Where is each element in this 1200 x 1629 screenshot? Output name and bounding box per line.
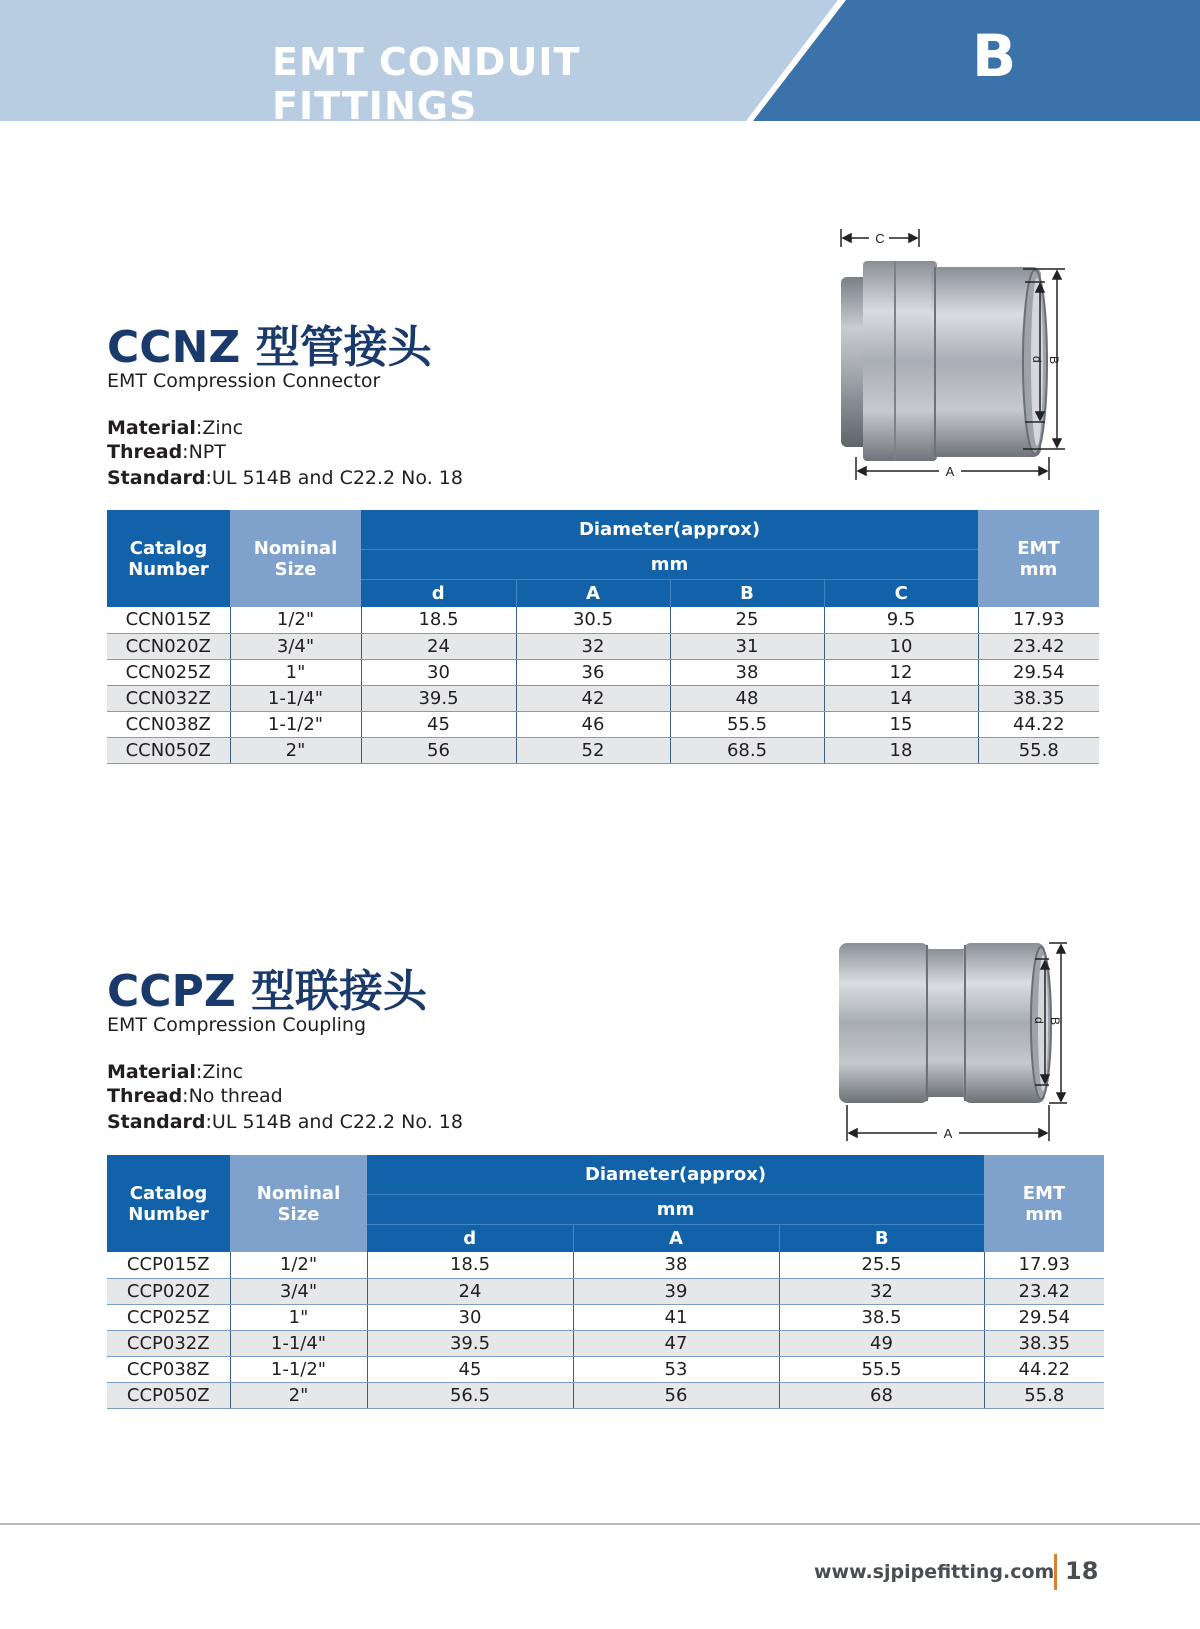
- table-row: [107, 737, 1099, 763]
- table-cell: 1": [230, 1304, 367, 1330]
- table-cell: 14: [824, 685, 978, 711]
- product-subtitle: EMT Compression Connector: [107, 370, 381, 392]
- compression-coupling-image: [835, 935, 1115, 1150]
- table-cell: CCN015Z: [107, 607, 230, 633]
- table-cell: 56: [573, 1382, 779, 1408]
- connector-nut: [863, 261, 937, 461]
- table-cell: CCP050Z: [107, 1382, 230, 1408]
- table-cell: 1-1/2": [230, 1356, 367, 1382]
- dimension-d-label: d: [1030, 356, 1044, 363]
- table-cell: CCN032Z: [107, 685, 230, 711]
- col-unit-mm: mm: [361, 549, 978, 579]
- col-d: d: [367, 1224, 573, 1252]
- table-cell: 23.42: [978, 633, 1099, 659]
- table-cell: 47: [573, 1330, 779, 1356]
- table-cell: 49: [779, 1330, 984, 1356]
- table-cell: 12: [824, 659, 978, 685]
- col-diameter: Diameter(approx): [367, 1155, 984, 1194]
- table-cell: 38.35: [984, 1330, 1104, 1356]
- table-row: [107, 1304, 1104, 1330]
- coupling-center: [925, 949, 967, 1097]
- table-cell: 38.5: [779, 1304, 984, 1330]
- table-cell: 1": [230, 659, 361, 685]
- table-row: [107, 1356, 1104, 1382]
- table-cell: 42: [516, 685, 670, 711]
- table-cell: 29.54: [984, 1304, 1104, 1330]
- table-cell: 1/2": [230, 607, 361, 633]
- col-emt: EMT mm: [978, 510, 1099, 607]
- spec-thread: Thread:NPT: [107, 441, 226, 463]
- table-cell: 55.8: [978, 737, 1099, 763]
- col-nominal-size: Nominal Size: [230, 510, 361, 607]
- table-cell: 30: [361, 659, 516, 685]
- table-cell: 46: [516, 711, 670, 737]
- table-row: [107, 1330, 1104, 1356]
- spec-material: Material:Zinc: [107, 1061, 244, 1083]
- col-b: B: [779, 1224, 984, 1252]
- table-row: [107, 685, 1099, 711]
- table-cell: 44.22: [984, 1356, 1104, 1382]
- table-cell: 38: [670, 659, 824, 685]
- col-catalog-number: Catalog Number: [107, 1155, 230, 1252]
- table-cell: 68: [779, 1382, 984, 1408]
- col-unit-mm: mm: [367, 1194, 984, 1224]
- footer-divider: [0, 1523, 1200, 1525]
- page-number: 18: [1065, 1557, 1099, 1585]
- footer-separator: [1054, 1554, 1057, 1590]
- spec-standard: Standard:UL 514B and C22.2 No. 18: [107, 1111, 463, 1133]
- col-diameter: Diameter(approx): [361, 510, 978, 549]
- table-cell: 53: [573, 1356, 779, 1382]
- table-cell: 24: [361, 633, 516, 659]
- table-cell: 68.5: [670, 737, 824, 763]
- dimension-b-label: B: [1048, 1017, 1062, 1026]
- table-cell: 2": [230, 737, 361, 763]
- section-letter: B: [972, 22, 1017, 90]
- page-header: [0, 0, 1200, 128]
- table-cell: 38.35: [978, 685, 1099, 711]
- table-cell: 55.8: [984, 1382, 1104, 1408]
- dimension-d-label: d: [1032, 1017, 1046, 1024]
- footer-website-link[interactable]: www.sjpipefitting.com: [814, 1561, 1055, 1583]
- table-cell: 39: [573, 1278, 779, 1304]
- table-cell: 32: [516, 633, 670, 659]
- dimension-a-label: A: [945, 464, 955, 479]
- table-cell: 48: [670, 685, 824, 711]
- table-cell: 23.42: [984, 1278, 1104, 1304]
- table-cell: 1-1/2": [230, 711, 361, 737]
- table-cell: 15: [824, 711, 978, 737]
- table-cell: 1/2": [230, 1252, 367, 1278]
- product-title: CCNZ 型管接头: [107, 322, 432, 373]
- table-cell: 55.5: [670, 711, 824, 737]
- table-cell: 25: [670, 607, 824, 633]
- table-row: [107, 607, 1099, 633]
- table-cell: 39.5: [367, 1330, 573, 1356]
- table-cell: 18.5: [367, 1252, 573, 1278]
- dimension-c-label: C: [875, 231, 885, 246]
- ccnz-spec-table: [107, 510, 1099, 764]
- table-cell: 9.5: [824, 607, 978, 633]
- table-cell: CCP020Z: [107, 1278, 230, 1304]
- table-cell: 2": [230, 1382, 367, 1408]
- col-catalog-number: Catalog Number: [107, 510, 230, 607]
- table-cell: 56: [361, 737, 516, 763]
- table-cell: 55.5: [779, 1356, 984, 1382]
- table-cell: 30: [367, 1304, 573, 1330]
- table-cell: CCP032Z: [107, 1330, 230, 1356]
- spec-material: Material:Zinc: [107, 417, 244, 439]
- table-cell: 17.93: [978, 607, 1099, 633]
- table-cell: 18: [824, 737, 978, 763]
- col-b: B: [670, 579, 824, 607]
- table-row: [107, 1278, 1104, 1304]
- table-row: [107, 711, 1099, 737]
- table-cell: 32: [779, 1278, 984, 1304]
- table-cell: CCN038Z: [107, 711, 230, 737]
- col-d: d: [361, 579, 516, 607]
- table-cell: CCN025Z: [107, 659, 230, 685]
- table-cell: 36: [516, 659, 670, 685]
- table-cell: 1-1/4": [230, 685, 361, 711]
- table-cell: 45: [361, 711, 516, 737]
- table-cell: 3/4": [230, 1278, 367, 1304]
- table-row: [107, 1252, 1104, 1278]
- table-cell: 1-1/4": [230, 1330, 367, 1356]
- table-cell: 18.5: [361, 607, 516, 633]
- table-cell: 3/4": [230, 633, 361, 659]
- table-cell: CCP015Z: [107, 1252, 230, 1278]
- table-cell: 38: [573, 1252, 779, 1278]
- col-emt: EMT mm: [984, 1155, 1104, 1252]
- table-cell: CCN020Z: [107, 633, 230, 659]
- table-row: [107, 659, 1099, 685]
- table-cell: 17.93: [984, 1252, 1104, 1278]
- table-row: [107, 633, 1099, 659]
- table-cell: CCP038Z: [107, 1356, 230, 1382]
- table-cell: CCP025Z: [107, 1304, 230, 1330]
- table-row: [107, 1382, 1104, 1408]
- table-cell: 44.22: [978, 711, 1099, 737]
- table-cell: CCN050Z: [107, 737, 230, 763]
- product-subtitle: EMT Compression Coupling: [107, 1014, 367, 1036]
- spec-thread: Thread:No thread: [107, 1085, 283, 1107]
- dimension-b-label: B: [1047, 356, 1061, 365]
- col-a: A: [516, 579, 670, 607]
- table-cell: 31: [670, 633, 824, 659]
- table-cell: 24: [367, 1278, 573, 1304]
- table-cell: 56.5: [367, 1382, 573, 1408]
- table-cell: 45: [367, 1356, 573, 1382]
- col-c: C: [824, 579, 978, 607]
- table-cell: 39.5: [361, 685, 516, 711]
- table-cell: 29.54: [978, 659, 1099, 685]
- table-cell: 52: [516, 737, 670, 763]
- coupling-nut-left: [839, 943, 929, 1103]
- table-cell: 25.5: [779, 1252, 984, 1278]
- compression-connector-image: [835, 225, 1125, 505]
- ccpz-spec-table: [107, 1155, 1104, 1409]
- dimension-a-label: A: [943, 1126, 953, 1141]
- table-cell: 41: [573, 1304, 779, 1330]
- table-cell: 10: [824, 633, 978, 659]
- header-title: EMT CONDUIT FITTINGS: [272, 40, 581, 128]
- col-nominal-size: Nominal Size: [230, 1155, 367, 1252]
- product-title: CCPZ 型联接头: [107, 966, 428, 1017]
- spec-standard: Standard:UL 514B and C22.2 No. 18: [107, 467, 463, 489]
- table-cell: 30.5: [516, 607, 670, 633]
- col-a: A: [573, 1224, 779, 1252]
